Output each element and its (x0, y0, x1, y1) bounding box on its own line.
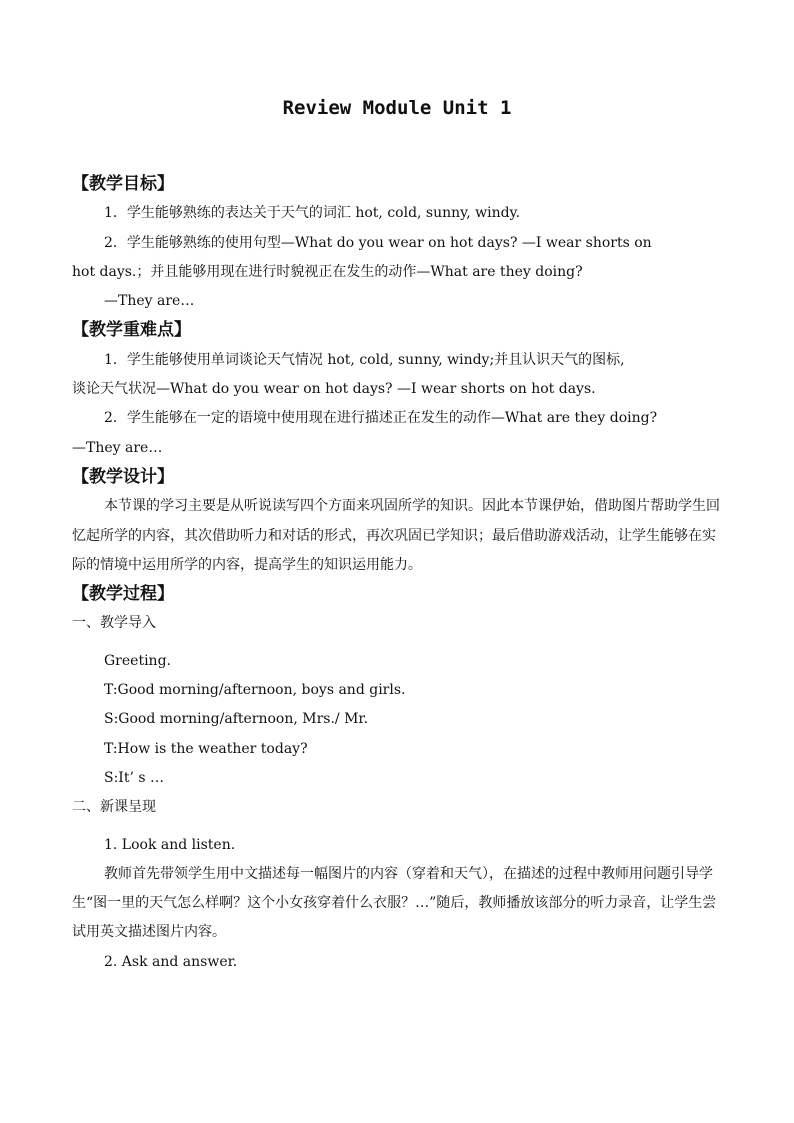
document-body (72, 170, 722, 977)
design-paragraph: 本节课的学习主要是从听说读写四个方面来巩固所学的知识。因此本节课伊始，借助图片帮助学生回忆起所学的内容，其次借助听力和对话的形式，再次巩固已学知识；最后借助游戏活动，让学生能够在实际的情境中运用所学的内容，提高学生的知识运用能力。 (72, 498, 720, 573)
process-part-1-line-1: Greeting. (104, 652, 171, 669)
design-heading: 【教学设计】 (72, 466, 174, 487)
process-heading: 【教学过程】 (72, 584, 174, 605)
process-part-1-line-3: S:Good morning/afternoon, Mrs./ Mr. (104, 711, 369, 728)
spacer (72, 823, 722, 831)
objectives-line-4: —They are… (104, 293, 195, 310)
process-part-2-line-2: 2. Ask and answer. (104, 953, 238, 970)
process-part-2-line-1: 1. Look and listen. (104, 836, 236, 853)
key-points-line-4: —They are… (72, 439, 163, 456)
key-points-line-3: 2．学生能够在一定的语境中使用现在进行描述正在发生的动作—What are they doing? (104, 410, 658, 427)
process-part-1-line-5: S:It’ s … (104, 769, 164, 786)
spacer (72, 639, 722, 647)
process-part-1-title: 一、教学导入 (72, 615, 156, 632)
process-part-2-title: 二、新课呈现 (72, 799, 156, 816)
key-points-heading: 【教学重难点】 (72, 320, 191, 341)
document-title: Review Module Unit 1 (282, 97, 512, 119)
objectives-line-2: 2．学生能够熟练的使用句型—What do you wear on hot days? —I wear shorts on (104, 234, 652, 251)
process-part-1-line-4: T:How is the weather today? (104, 740, 308, 757)
process-part-1-line-2: T:Good morning/afternoon, boys and girls. (104, 682, 406, 699)
objectives-line-3: hot days.；并且能够用现在进行时貌视正在发生的动作—What are they doing? (72, 263, 583, 280)
objectives-line-1: 1．学生能够熟练的表达关于天气的词汇 hot, cold, sunny, windy. (104, 205, 521, 222)
key-points-line-1: 1．学生能够使用单词谈论天气情况 hot, cold, sunny, windy;并且认识天气的图标, (104, 351, 625, 368)
key-points-line-2: 谈论天气状况—What do you wear on hot days? —I wear shorts on hot days. (72, 381, 596, 398)
objectives-heading: 【教学目标】 (72, 174, 174, 194)
process-part-2-paragraph: 教师首先带领学生用中文描述每一幅图片的内容（穿着和天气），在描述的过程中教师用问题引导学生“图一里的天气怎么样啊？这个小女孩穿着什么衣服？…”随后，教师播放该部分的听力录音，让学生尝试用英文描述图片内容。 (72, 865, 717, 941)
